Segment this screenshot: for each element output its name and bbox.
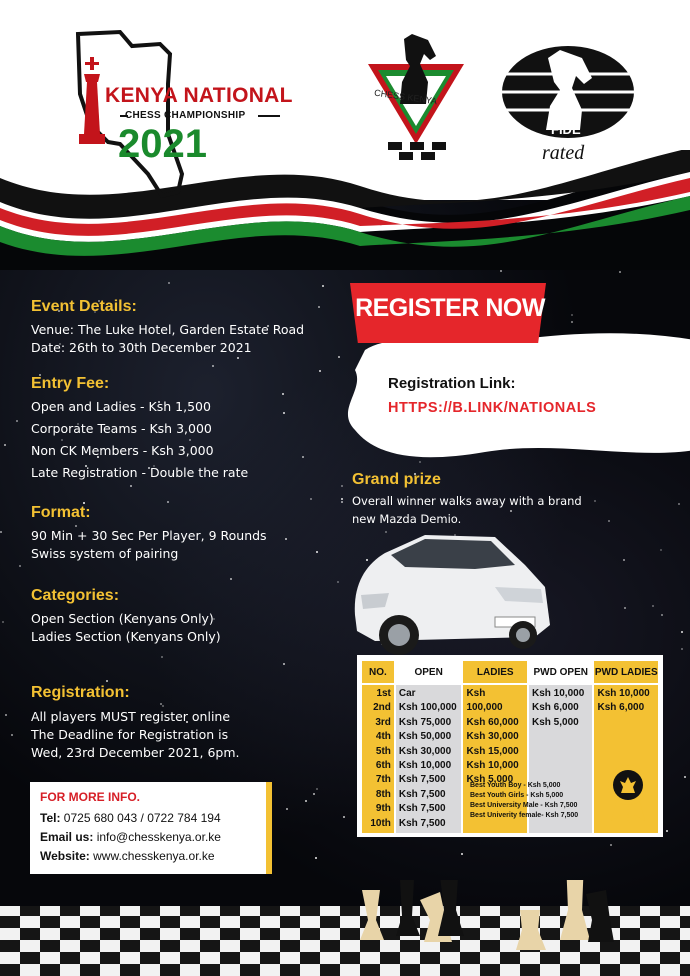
- prize-pwd-open-value: Ksh 6,000: [532, 702, 579, 714]
- prize-ladies-value: Ksh 5,000: [466, 774, 514, 786]
- star-dot: [652, 605, 654, 607]
- event-subtitle: CHESS CHAMPIONSHIP: [125, 110, 246, 121]
- star-dot: [681, 631, 683, 633]
- star-dot: [619, 271, 621, 273]
- star-dot: [610, 844, 612, 846]
- star-dot: [161, 656, 163, 658]
- star-dot: [341, 498, 343, 500]
- star-dot: [316, 788, 318, 790]
- award-badge-icon: [603, 763, 653, 823]
- star-dot: [230, 578, 232, 580]
- star-dot: [61, 439, 63, 441]
- entry-fee-line: Corporate Teams - Ksh 3,000: [31, 421, 212, 436]
- star-dot: [11, 734, 13, 736]
- star-dot: [310, 498, 312, 500]
- contact-tel: [40, 811, 221, 825]
- star-dot: [19, 565, 21, 567]
- categories-title: Categories:: [31, 587, 120, 604]
- contact-tel-value[interactable]: 0725 680 043 / 0722 784 194: [63, 811, 221, 825]
- star-dot: [5, 714, 7, 716]
- star-dot: [623, 559, 625, 561]
- prize-open-value: Ksh 7,500: [398, 803, 446, 815]
- star-dot: [237, 357, 239, 359]
- registration-link-panel: [335, 330, 690, 460]
- prize-open-value: Ksh 75,000: [398, 716, 452, 728]
- prize-open-value: Ksh 50,000: [398, 731, 452, 743]
- star-dot: [2, 621, 4, 623]
- prize-position: 10th: [370, 817, 391, 829]
- prize-open-value: Ksh 10,000: [398, 760, 452, 772]
- prize-open-value: Ksh 7,500: [398, 774, 446, 786]
- star-dot: [0, 531, 2, 533]
- star-dot: [341, 501, 343, 503]
- special-prize: Best Youth Boy - Ksh 5,000: [470, 782, 561, 789]
- star-dot: [666, 830, 668, 832]
- star-dot: [282, 393, 284, 395]
- star-dot: [684, 776, 686, 778]
- entry-fee-line: Open and Ladies - Ksh 1,500: [31, 399, 211, 414]
- event-date: Date: 26th to 30th December 2021: [31, 340, 252, 355]
- prize-open-value: Ksh 7,500: [398, 817, 446, 829]
- prize-ladies-value: Ksh 30,000: [466, 731, 519, 743]
- prize-position: 5th: [375, 745, 391, 757]
- prize-open-value: Ksh 100,000: [398, 702, 457, 714]
- star-dot: [167, 501, 169, 503]
- prize-header-no: NO.: [361, 660, 395, 684]
- register-now-label[interactable]: REGISTER NOW: [355, 294, 545, 322]
- prize-position: 9th: [375, 803, 391, 815]
- registration-link[interactable]: HTTPS://B.LINK/NATIONALS: [388, 400, 597, 416]
- prize-pwd-ladies-value: Ksh 10,000: [597, 688, 650, 699]
- star-dot: [608, 520, 610, 522]
- star-dot: [16, 420, 18, 422]
- event-title: KENYA NATIONAL: [105, 84, 293, 107]
- prize-header-open: OPEN: [395, 660, 463, 684]
- star-dot: [500, 270, 502, 272]
- grand-prize-text: Overall winner walks away with a brand new Mazda Demio.: [352, 494, 582, 526]
- chessboard-floor: [0, 880, 690, 976]
- star-dot: [130, 485, 132, 487]
- prize-open-value: Ksh 30,000: [398, 745, 452, 757]
- category-line: Ladies Section (Kenyans Only): [31, 629, 221, 644]
- category-line: Open Section (Kenyans Only): [31, 611, 214, 626]
- prize-pwd-ladies-value: Ksh 6,000: [597, 702, 645, 714]
- entry-fee-line: Late Registration - Double the rate: [31, 465, 249, 480]
- star-dot: [322, 285, 324, 287]
- contact-website-value[interactable]: www.chesskenya.or.ke: [93, 849, 215, 863]
- star-dot: [341, 485, 343, 487]
- star-dot: [343, 816, 345, 818]
- prize-position: 1st: [376, 688, 391, 699]
- registration-line: Wed, 23rd December 2021, 6pm.: [31, 745, 240, 760]
- mazda-demio-car-image: [345, 525, 555, 665]
- prize-position: 6th: [375, 760, 391, 772]
- prize-open-value: Ksh 7,500: [398, 788, 446, 800]
- contact-heading: FOR MORE INFO.: [40, 790, 140, 804]
- prize-open-cell: [395, 684, 463, 834]
- star-dot: [302, 456, 304, 458]
- star-dot: [316, 551, 318, 553]
- prize-ladies-value: Ksh 60,000: [466, 716, 519, 728]
- entry-fee-line: Non CK Members - Ksh 3,000: [31, 443, 214, 458]
- entry-fee-title: Entry Fee:: [31, 375, 110, 392]
- format-line: Swiss system of pairing: [31, 546, 179, 561]
- fide-label: FIDE: [551, 122, 581, 137]
- prize-ladies-value: Ksh 10,000: [466, 760, 519, 772]
- prize-position: 2nd: [373, 702, 391, 714]
- star-dot: [286, 808, 288, 810]
- star-dot: [660, 549, 662, 551]
- special-prize: Best Univerity female- Ksh 7,500: [470, 812, 579, 819]
- registration-line: All players MUST register online: [31, 709, 231, 724]
- prize-open-value: Car: [398, 688, 416, 699]
- prize-position: 3rd: [375, 716, 391, 728]
- contact-email: [40, 830, 221, 844]
- special-prize: Best University Male - Ksh 7,500: [470, 802, 578, 809]
- prize-position: 8th: [375, 788, 391, 800]
- star-dot: [318, 306, 320, 308]
- star-dot: [168, 282, 170, 284]
- contact-website-label: Website:: [40, 849, 90, 863]
- star-dot: [594, 500, 596, 502]
- star-dot: [319, 370, 321, 372]
- star-dot: [315, 857, 317, 859]
- star-dot: [285, 538, 287, 540]
- event-year: 2021: [118, 122, 207, 166]
- contact-tel-label: Tel:: [40, 811, 61, 825]
- star-dot: [681, 648, 683, 650]
- prize-header-pwd-ladies: PWD LADIES: [593, 660, 659, 684]
- format-line: 90 Min + 30 Sec Per Player, 9 Rounds: [31, 528, 267, 543]
- star-dot: [678, 503, 680, 505]
- event-details-title: Event Details:: [31, 298, 137, 315]
- event-venue: Venue: The Luke Hotel, Garden Estate Road: [31, 322, 305, 337]
- chess-kenya-label: CHESS KENYA: [373, 87, 438, 107]
- star-dot: [571, 314, 573, 316]
- contact-email-label: Email us:: [40, 830, 94, 844]
- prize-header-pwd-open: PWD OPEN: [528, 660, 593, 684]
- contact-email-value[interactable]: info@chesskenya.or.ke: [96, 830, 221, 844]
- prize-pwd-open-value: Ksh 5,000: [532, 716, 579, 728]
- prize-positions-cell: [361, 684, 395, 834]
- star-dot: [313, 793, 315, 795]
- star-dot: [106, 680, 108, 682]
- star-dot: [4, 444, 6, 446]
- star-dot: [461, 853, 463, 855]
- registration-line: The Deadline for Registration is: [31, 727, 229, 742]
- contact-website: [40, 849, 215, 863]
- star-dot: [661, 614, 663, 616]
- star-dot: [160, 703, 162, 705]
- registration-title: Registration:: [31, 684, 130, 701]
- star-dot: [305, 800, 307, 802]
- prize-header-ladies: LADIES: [462, 660, 528, 684]
- star-dot: [283, 663, 285, 665]
- star-dot: [162, 705, 164, 707]
- prize-ladies-value: Ksh 15,000: [466, 745, 519, 757]
- registration-link-label: Registration Link:: [388, 375, 516, 392]
- prize-ladies-value: Ksh 100,000: [466, 688, 503, 714]
- prize-pwd-open-value: Ksh 10,000: [532, 688, 585, 699]
- star-dot: [283, 412, 285, 414]
- prize-position: 7th: [375, 774, 391, 786]
- prize-position: 4th: [375, 731, 391, 743]
- star-dot: [212, 365, 214, 367]
- special-prize: Best Youth Girls - Ksh 5,000: [470, 792, 564, 799]
- star-dot: [624, 607, 626, 609]
- star-dot: [571, 321, 573, 323]
- star-dot: [337, 581, 339, 583]
- format-title: Format:: [31, 504, 91, 521]
- fide-rated-label: rated: [542, 142, 585, 164]
- star-dot: [189, 439, 191, 441]
- special-prizes-box: [470, 781, 600, 833]
- grand-prize-title: Grand prize: [352, 471, 441, 488]
- star-dot: [419, 461, 421, 463]
